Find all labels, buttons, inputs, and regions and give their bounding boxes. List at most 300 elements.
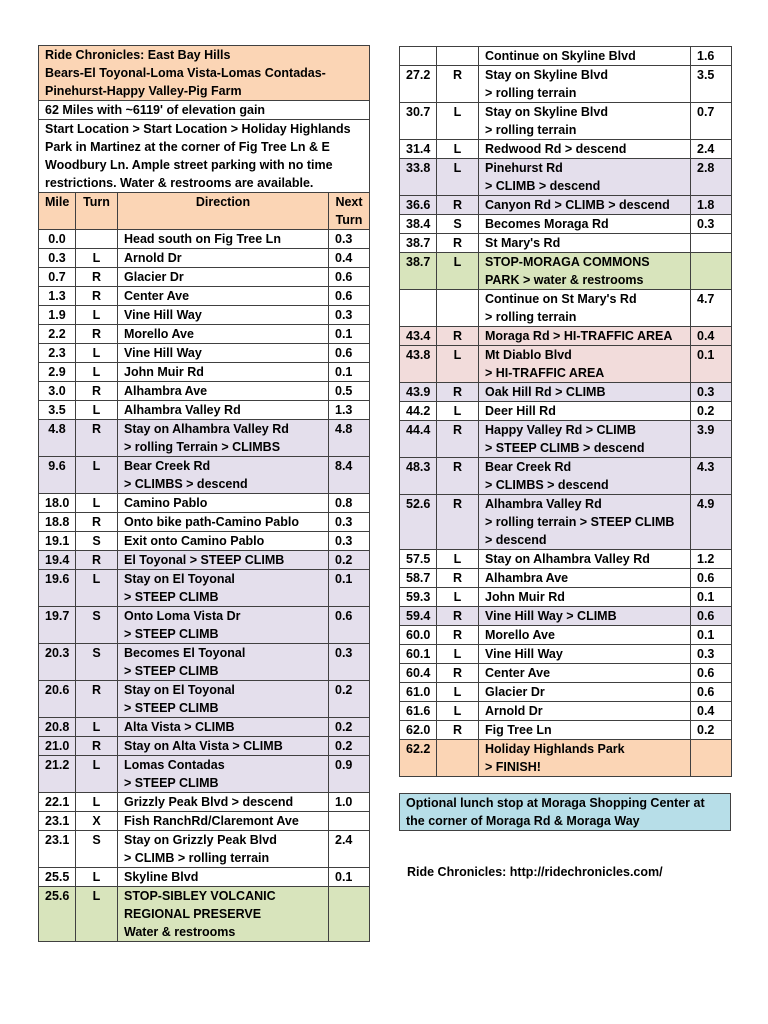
cue-next-turn: 0.6: [329, 268, 370, 287]
cue-row: [39, 737, 370, 756]
cue-direction: [118, 681, 329, 718]
cue-direction-line: St Mary's Rd: [485, 236, 561, 250]
cue-direction: [479, 234, 691, 253]
cue-direction-line: Alhambra Ave: [485, 571, 569, 585]
cue-direction-line: STOP-SIBLEY VOLCANIC: [124, 889, 276, 903]
cue-turn: [437, 47, 479, 66]
cue-next-turn: 0.4: [691, 327, 732, 346]
cue-next-turn: 0.9: [329, 756, 370, 793]
cue-row: [39, 457, 370, 494]
cue-mile: 33.8: [400, 159, 437, 196]
cue-direction-line: Vine Hill Way: [124, 308, 202, 322]
cue-row: [400, 664, 732, 683]
cue-mile: 19.4: [39, 551, 76, 570]
cue-next-turn: [691, 234, 732, 253]
cue-sheet-left: [38, 45, 370, 942]
cue-direction-line: Oak Hill Rd > CLIMB: [485, 385, 606, 399]
cue-direction-line: Bear Creek Rd: [124, 459, 211, 473]
cue-turn: L: [437, 588, 479, 607]
cue-mile: 44.2: [400, 402, 437, 421]
cue-next-turn: 0.2: [691, 402, 732, 421]
cue-turn: [76, 230, 118, 249]
cue-mile: 36.6: [400, 196, 437, 215]
cue-direction: [118, 756, 329, 793]
cue-turn: R: [437, 569, 479, 588]
footer-link[interactable]: Ride Chronicles: http://ridechronicles.com/: [407, 865, 663, 879]
cue-mile: 60.1: [400, 645, 437, 664]
cue-turn: L: [76, 756, 118, 793]
cue-turn: L: [437, 346, 479, 383]
cue-row: [39, 325, 370, 344]
cue-turn: X: [76, 812, 118, 831]
cue-next-turn: 0.2: [329, 681, 370, 718]
cue-turn: R: [437, 196, 479, 215]
cue-turn: R: [76, 382, 118, 401]
cue-direction-line: > STEEP CLIMB: [124, 664, 219, 678]
cue-row: [39, 287, 370, 306]
cue-direction: [118, 306, 329, 325]
cue-direction: [479, 253, 691, 290]
cue-next-turn: 1.0: [329, 793, 370, 812]
cue-mile: 3.0: [39, 382, 76, 401]
cue-mile: 19.7: [39, 607, 76, 644]
cue-direction-line: Vine Hill Way: [124, 346, 202, 360]
cue-direction: [479, 740, 691, 777]
cue-row: [39, 793, 370, 812]
cue-next-turn: 4.7: [691, 290, 732, 327]
cue-row: [39, 681, 370, 718]
cue-turn: R: [76, 420, 118, 457]
cue-row: [400, 458, 732, 495]
cue-direction: [479, 66, 691, 103]
cue-direction-line: Alhambra Valley Rd: [485, 497, 602, 511]
cue-mile: 38.7: [400, 234, 437, 253]
cue-direction-line: Exit onto Camino Pablo: [124, 534, 265, 548]
cue-direction-line: Canyon Rd > CLIMB > descend: [485, 198, 670, 212]
cue-next-turn: 0.3: [329, 532, 370, 551]
cue-mile: 31.4: [400, 140, 437, 159]
cue-direction-line: > STEEP CLIMB: [124, 776, 219, 790]
cue-direction-line: Glacier Dr: [124, 270, 184, 284]
cue-turn: R: [437, 327, 479, 346]
cue-row: [400, 569, 732, 588]
cue-turn: S: [76, 831, 118, 868]
cue-next-turn: 0.6: [329, 607, 370, 644]
cue-next-turn: [691, 253, 732, 290]
cue-next-turn: 2.4: [691, 140, 732, 159]
cue-turn: R: [76, 268, 118, 287]
cue-direction: [479, 683, 691, 702]
cue-direction-line: > STEEP CLIMB: [124, 627, 219, 641]
cue-direction-line: Center Ave: [124, 289, 190, 303]
cue-turn: R: [76, 737, 118, 756]
cue-row: [400, 140, 732, 159]
cue-row: [39, 570, 370, 607]
cue-direction: [118, 325, 329, 344]
cue-next-turn: [329, 812, 370, 831]
cue-row: [400, 721, 732, 740]
cue-direction: [479, 569, 691, 588]
lunch-note: Optional lunch stop at Moraga Shopping Center at the corner of Moraga Rd & Moraga Way: [399, 793, 731, 831]
cue-direction: [118, 718, 329, 737]
cue-mile: 2.3: [39, 344, 76, 363]
cue-direction-line: > CLIMB > descend: [485, 179, 601, 193]
cue-next-turn: 0.4: [329, 249, 370, 268]
cue-mile: 60.0: [400, 626, 437, 645]
cue-row: [39, 494, 370, 513]
cue-direction-line: PARK > water & restrooms: [485, 273, 644, 287]
cue-direction-line: Stay on Alhambra Valley Rd: [124, 422, 289, 436]
cue-direction-line: Camino Pablo: [124, 496, 208, 510]
cue-direction: [118, 494, 329, 513]
cue-next-turn: 0.6: [329, 287, 370, 306]
cue-direction-line: Fish RanchRd/Claremont Ave: [124, 814, 299, 828]
ride-stats: 62 Miles with ~6119' of elevation gain: [39, 101, 370, 120]
cue-next-turn: 4.8: [329, 420, 370, 457]
cue-direction-line: John Muir Rd: [485, 590, 565, 604]
cue-direction-line: Arnold Dr: [485, 704, 543, 718]
cue-direction-line: Redwood Rd > descend: [485, 142, 627, 156]
cue-direction: [118, 532, 329, 551]
cue-direction-line: Morello Ave: [485, 628, 555, 642]
cue-mile: 20.3: [39, 644, 76, 681]
cue-direction-line: Becomes Moraga Rd: [485, 217, 609, 231]
cue-mile: 52.6: [400, 495, 437, 550]
cue-row: [400, 683, 732, 702]
cue-next-turn: 0.1: [329, 868, 370, 887]
cue-direction-line: Fig Tree Ln: [485, 723, 552, 737]
cue-mile: 48.3: [400, 458, 437, 495]
cue-direction: [118, 868, 329, 887]
cue-mile: 1.3: [39, 287, 76, 306]
cue-mile: 62.2: [400, 740, 437, 777]
cue-mile: 0.0: [39, 230, 76, 249]
cue-mile: 0.3: [39, 249, 76, 268]
cue-direction: [118, 551, 329, 570]
cue-row: [39, 420, 370, 457]
cue-row: [400, 346, 732, 383]
cue-turn: R: [437, 626, 479, 645]
cue-next-turn: 1.2: [691, 550, 732, 569]
cue-next-turn: 0.1: [691, 588, 732, 607]
cue-mile: 25.5: [39, 868, 76, 887]
cue-mile: 18.0: [39, 494, 76, 513]
cue-row: [39, 812, 370, 831]
cue-row: [39, 401, 370, 420]
cue-next-turn: 1.8: [691, 196, 732, 215]
cue-next-turn: 0.6: [691, 569, 732, 588]
cue-next-turn: 1.6: [691, 47, 732, 66]
cue-row: [39, 532, 370, 551]
cue-turn: L: [437, 402, 479, 421]
ride-title: Ride Chronicles: East Bay Hills: [45, 48, 231, 62]
cue-row: [400, 159, 732, 196]
cue-mile: 62.0: [400, 721, 437, 740]
cue-direction-line: Deer Hill Rd: [485, 404, 556, 418]
cue-row: [400, 421, 732, 458]
cue-row: [400, 215, 732, 234]
cue-turn: R: [76, 551, 118, 570]
cue-row: [400, 234, 732, 253]
cue-direction-line: > rolling terrain: [485, 86, 577, 100]
cue-direction: [118, 382, 329, 401]
cue-row: [400, 402, 732, 421]
cue-row: [400, 645, 732, 664]
cue-next-turn: 0.2: [691, 721, 732, 740]
cue-direction: [479, 550, 691, 569]
cue-turn: R: [437, 664, 479, 683]
cue-row: [39, 513, 370, 532]
cue-row: [39, 607, 370, 644]
cue-row: [39, 644, 370, 681]
cue-direction-line: Stay on Skyline Blvd: [485, 105, 608, 119]
cue-direction-line: > descend: [485, 533, 547, 547]
cue-direction-line: Onto Loma Vista Dr: [124, 609, 241, 623]
cue-direction: [118, 344, 329, 363]
cue-direction: [118, 570, 329, 607]
cue-direction: [118, 812, 329, 831]
cue-row: [400, 740, 732, 777]
cue-mile: 20.8: [39, 718, 76, 737]
cue-direction-line: Continue on Skyline Blvd: [485, 49, 636, 63]
cue-direction-line: > STEEP CLIMB: [124, 701, 219, 715]
cue-direction-line: > HI-TRAFFIC AREA: [485, 366, 605, 380]
cue-direction: [479, 290, 691, 327]
cue-direction-line: STOP-MORAGA COMMONS: [485, 255, 650, 269]
cue-direction: [118, 249, 329, 268]
cue-next-turn: 2.8: [691, 159, 732, 196]
cue-row: [400, 196, 732, 215]
cue-turn: L: [76, 249, 118, 268]
cue-next-turn: 0.3: [691, 215, 732, 234]
cue-direction-line: Morello Ave: [124, 327, 194, 341]
cue-row: [400, 626, 732, 645]
cue-next-turn: [329, 887, 370, 942]
cue-next-turn: 4.9: [691, 495, 732, 550]
cue-mile: [400, 47, 437, 66]
cue-mile: 2.2: [39, 325, 76, 344]
cue-direction: [479, 495, 691, 550]
ride-route: Bears-El Toyonal-Loma Vista-Lomas Contadas-Pinehurst-Happy Valley-Pig Farm: [45, 66, 326, 98]
cue-turn: R: [76, 325, 118, 344]
cue-turn: R: [437, 421, 479, 458]
cue-next-turn: 0.3: [329, 513, 370, 532]
cue-row: [39, 887, 370, 942]
cue-direction-line: Alhambra Ave: [124, 384, 208, 398]
cue-row: [400, 702, 732, 721]
cue-direction-line: Vine Hill Way: [485, 647, 563, 661]
cue-direction: [479, 626, 691, 645]
cue-row: [39, 382, 370, 401]
cue-next-turn: 3.9: [691, 421, 732, 458]
cue-direction-line: Head south on Fig Tree Ln: [124, 232, 281, 246]
cue-direction: [479, 159, 691, 196]
cue-direction-line: Alta Vista > CLIMB: [124, 720, 235, 734]
cue-next-turn: 0.6: [691, 683, 732, 702]
start-location: Start Location > Start Location > Holiday Highlands Park in Martinez at the corner of Fig Tree Ln & E Woodbury Ln. Ample street parking with no time restrictions. Water & restrooms are available.: [39, 120, 370, 193]
cue-direction-line: Bear Creek Rd: [485, 460, 572, 474]
cue-turn: S: [76, 644, 118, 681]
col-next-turn: Next Turn: [329, 193, 370, 230]
col-direction: Direction: [118, 193, 329, 230]
cue-row: [400, 607, 732, 626]
cue-mile: 9.6: [39, 457, 76, 494]
cue-turn: L: [76, 868, 118, 887]
cue-direction: [118, 401, 329, 420]
cue-next-turn: 0.1: [329, 325, 370, 344]
cue-turn: R: [76, 513, 118, 532]
cue-direction-line: > CLIMBS > descend: [485, 478, 609, 492]
cue-row: [39, 306, 370, 325]
cue-row: [39, 344, 370, 363]
cue-row: [39, 249, 370, 268]
cue-mile: 22.1: [39, 793, 76, 812]
cue-mile: 3.5: [39, 401, 76, 420]
cue-next-turn: 0.4: [691, 702, 732, 721]
start-row: [39, 120, 370, 193]
cue-direction: [118, 887, 329, 942]
cue-direction-line: Skyline Blvd: [124, 870, 199, 884]
cue-direction: [118, 230, 329, 249]
cue-direction: [118, 420, 329, 457]
cue-row: [400, 327, 732, 346]
cue-direction: [479, 196, 691, 215]
cue-direction: [479, 103, 691, 140]
cue-turn: S: [76, 607, 118, 644]
cue-turn: L: [76, 401, 118, 420]
cue-direction: [479, 421, 691, 458]
cue-turn: S: [437, 215, 479, 234]
cue-mile: 44.4: [400, 421, 437, 458]
cue-sheet-right: [399, 46, 732, 777]
cue-direction-line: Mt Diablo Blvd: [485, 348, 572, 362]
cue-row: [39, 230, 370, 249]
cue-row: [39, 868, 370, 887]
cue-mile: 58.7: [400, 569, 437, 588]
cue-direction-line: Water & restrooms: [124, 925, 236, 939]
cue-turn: L: [437, 702, 479, 721]
cue-turn: R: [437, 721, 479, 740]
cue-turn: R: [437, 458, 479, 495]
cue-next-turn: 0.1: [691, 346, 732, 383]
cue-row: [39, 363, 370, 382]
cue-direction-line: Holiday Highlands Park: [485, 742, 625, 756]
cue-mile: 1.9: [39, 306, 76, 325]
col-turn: Turn: [76, 193, 118, 230]
cue-row: [400, 253, 732, 290]
cue-direction-line: Vine Hill Way > CLIMB: [485, 609, 617, 623]
cue-next-turn: 0.3: [329, 230, 370, 249]
cue-mile: 60.4: [400, 664, 437, 683]
cue-direction: [118, 644, 329, 681]
cue-direction: [118, 831, 329, 868]
cue-direction-line: > rolling terrain: [485, 123, 577, 137]
cue-direction-line: Stay on Alhambra Valley Rd: [485, 552, 650, 566]
cue-turn: L: [437, 253, 479, 290]
cue-next-turn: 0.3: [329, 306, 370, 325]
cue-turn: L: [437, 683, 479, 702]
cue-direction: [118, 513, 329, 532]
cue-direction: [479, 607, 691, 626]
cue-turn: L: [437, 159, 479, 196]
cue-turn: L: [76, 363, 118, 382]
cue-next-turn: 2.4: [329, 831, 370, 868]
cue-mile: 0.7: [39, 268, 76, 287]
cue-next-turn: 0.7: [691, 103, 732, 140]
cue-direction-line: > rolling terrain: [485, 310, 577, 324]
cue-next-turn: 4.3: [691, 458, 732, 495]
cue-mile: [400, 290, 437, 327]
cue-turn: L: [437, 645, 479, 664]
cue-direction-line: Pinehurst Rd: [485, 161, 563, 175]
cue-turn: R: [437, 66, 479, 103]
cue-mile: 61.0: [400, 683, 437, 702]
cue-next-turn: 0.1: [329, 363, 370, 382]
cue-direction: [479, 702, 691, 721]
cue-direction: [479, 383, 691, 402]
cue-direction: [479, 327, 691, 346]
cue-direction: [479, 140, 691, 159]
cue-direction: [479, 645, 691, 664]
cue-mile: 19.6: [39, 570, 76, 607]
cue-mile: 21.0: [39, 737, 76, 756]
cue-next-turn: 0.3: [691, 645, 732, 664]
cue-direction: [118, 607, 329, 644]
cue-mile: 27.2: [400, 66, 437, 103]
cue-turn: R: [437, 383, 479, 402]
cue-next-turn: 0.3: [691, 383, 732, 402]
cue-direction-line: REGIONAL PRESERVE: [124, 907, 262, 921]
cue-direction: [479, 458, 691, 495]
cue-direction-line: Happy Valley Rd > CLIMB: [485, 423, 637, 437]
cue-direction: [479, 588, 691, 607]
cue-direction: [118, 457, 329, 494]
cue-direction: [479, 346, 691, 383]
cue-direction-line: Onto bike path-Camino Pablo: [124, 515, 300, 529]
cue-turn: L: [437, 550, 479, 569]
cue-next-turn: 8.4: [329, 457, 370, 494]
cue-mile: 59.3: [400, 588, 437, 607]
cue-row: [39, 268, 370, 287]
cue-direction: [118, 268, 329, 287]
title-row: [39, 46, 370, 101]
cue-row: [39, 718, 370, 737]
cue-turn: L: [437, 140, 479, 159]
cue-row: [400, 103, 732, 140]
cue-row: [400, 550, 732, 569]
cue-next-turn: 1.3: [329, 401, 370, 420]
cue-direction-line: Stay on Skyline Blvd: [485, 68, 608, 82]
cue-direction-line: > rolling terrain > STEEP CLIMB: [485, 515, 675, 529]
cue-turn: L: [76, 718, 118, 737]
cue-direction: [479, 664, 691, 683]
cue-row: [39, 551, 370, 570]
cue-mile: 20.6: [39, 681, 76, 718]
cue-turn: [437, 290, 479, 327]
cue-direction-line: Stay on El Toyonal: [124, 683, 235, 697]
cue-direction-line: Becomes El Toyonal: [124, 646, 246, 660]
cue-direction: [479, 402, 691, 421]
cue-mile: 57.5: [400, 550, 437, 569]
cue-next-turn: 3.5: [691, 66, 732, 103]
cue-direction-line: > CLIMBS > descend: [124, 477, 248, 491]
cue-direction-line: > STEEP CLIMB: [124, 590, 219, 604]
cue-direction-line: Arnold Dr: [124, 251, 182, 265]
cue-next-turn: 0.6: [691, 664, 732, 683]
cue-direction-line: Continue on St Mary's Rd: [485, 292, 637, 306]
cue-direction-line: > FINISH!: [485, 760, 541, 774]
cue-mile: 2.9: [39, 363, 76, 382]
